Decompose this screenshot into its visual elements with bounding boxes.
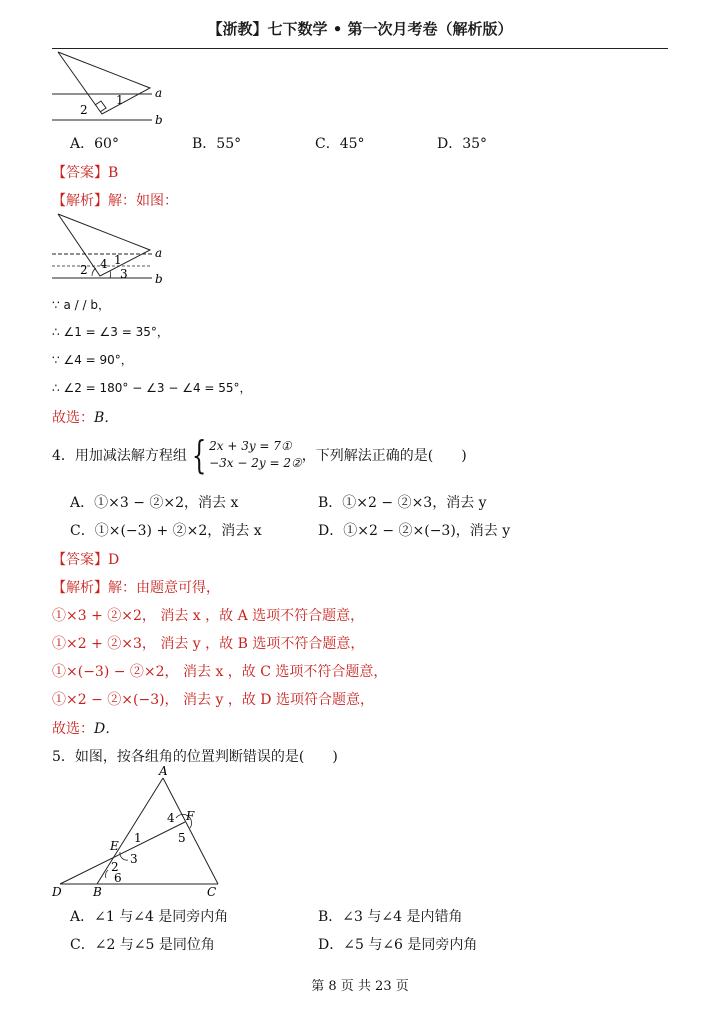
system-brace: { [191, 433, 207, 477]
q5-option-c[interactable]: C．∠2 与∠5 是同位角 [70, 937, 215, 953]
segment-df [60, 822, 185, 884]
label-angle-2: 2 [111, 860, 119, 874]
q3-figure-2 [52, 212, 172, 290]
q5-option-d[interactable]: D．∠5 与∠6 是同旁内角 [318, 937, 478, 953]
q3-step-1: ∵ a / / b， [52, 298, 110, 312]
q3-option-b[interactable]: B．55° [192, 136, 242, 152]
q4-option-c[interactable]: C．①×(−3) + ②×2，消去 x [70, 523, 262, 539]
label-angle-6: 6 [114, 871, 122, 885]
label-point-d: D [52, 885, 62, 899]
q3-step-3: ∵ ∠4 = 90°， [52, 353, 133, 367]
q3-option-d[interactable]: D．35° [437, 136, 488, 152]
q3-option-c[interactable]: C．45° [315, 136, 365, 152]
q4-analysis-intro: 【解析】解：由题意可得， [52, 580, 220, 596]
q4-step-4: ①×2 − ②×(−3)， 消去 y ，故 D 选项符合题意， [52, 692, 374, 708]
label-point-e: E [110, 839, 119, 853]
label-point-f: F [186, 809, 195, 823]
q4-step-2: ①×2 + ②×3， 消去 y ，故 B 选项不符合题意， [52, 636, 365, 652]
q3-step-4: ∴ ∠2 = 180° − ∠3 − ∠4 = 55°， [52, 381, 252, 395]
q4-step-1: ①×3 + ②×2， 消去 x ，故 A 选项不符合题意， [52, 608, 365, 624]
q3-conclusion: 故选：B． [52, 410, 119, 426]
q4-option-d[interactable]: D．①×2 − ②×(−3)，消去 y [318, 523, 511, 539]
label-angle-1: 1 [134, 831, 142, 845]
label-a: a [155, 86, 163, 100]
q5-figure [50, 766, 230, 900]
label-angle-1: 1 [116, 93, 124, 107]
q4-prompt: 4．用加减法解方程组 { 2x + 3y = 7① −3x − 2y = 2②，下列解法正确的是( ) [52, 433, 467, 477]
q4-option-b[interactable]: B．①×2 − ②×3，消去 y [318, 495, 487, 511]
q3-option-a[interactable]: A．60° [70, 136, 119, 152]
equation-system: 2x + 3y = 7① −3x − 2y = 2② [209, 439, 302, 470]
q3-figure-1 [52, 50, 172, 128]
label-angle-5: 5 [178, 831, 186, 845]
label-b: b [155, 272, 163, 286]
label-angle-1: 1 [114, 253, 122, 267]
angle-arc-b [105, 870, 108, 878]
q4-step-3: ①×(−3) − ②×2， 消去 x ，故 C 选项不符合题意， [52, 664, 388, 680]
label-angle-3: 3 [120, 267, 128, 281]
q4-conclusion: 故选：D． [52, 721, 120, 737]
label-point-a: A [159, 766, 168, 778]
page-footer: 第 8 页 共 23 页 [311, 979, 409, 994]
q4-answer: 【答案】D [52, 552, 120, 568]
angle-arc-3 [110, 271, 111, 278]
label-point-b: B [93, 885, 102, 899]
label-b: b [155, 113, 163, 127]
segment-ba [97, 778, 163, 884]
q5-option-a[interactable]: A．∠1 与∠4 是同旁内角 [70, 909, 229, 925]
label-angle-2: 2 [80, 103, 88, 117]
label-angle-3: 3 [130, 852, 138, 866]
q4-option-a[interactable]: A．①×3 − ②×2，消去 x [70, 495, 239, 511]
q3-analysis-intro: 【解析】解：如图： [52, 193, 178, 209]
label-a: a [155, 246, 163, 260]
segment-ac [163, 778, 218, 884]
q3-answer: 【答案】B [52, 165, 119, 181]
label-angle-2: 2 [80, 263, 88, 277]
header-title: 【浙教】七下数学 • 第一次月考卷（解析版） [207, 20, 513, 38]
q5-prompt: 5．如图，按各组角的位置判断错误的是( ) [52, 749, 338, 765]
q3-step-2: ∴ ∠1 = ∠3 = 35°， [52, 325, 169, 339]
label-angle-4: 4 [100, 257, 108, 271]
label-point-c: C [207, 885, 217, 899]
label-angle-4: 4 [167, 811, 175, 825]
q5-option-b[interactable]: B．∠3 与∠4 是内错角 [318, 909, 463, 925]
header-divider [52, 48, 668, 49]
